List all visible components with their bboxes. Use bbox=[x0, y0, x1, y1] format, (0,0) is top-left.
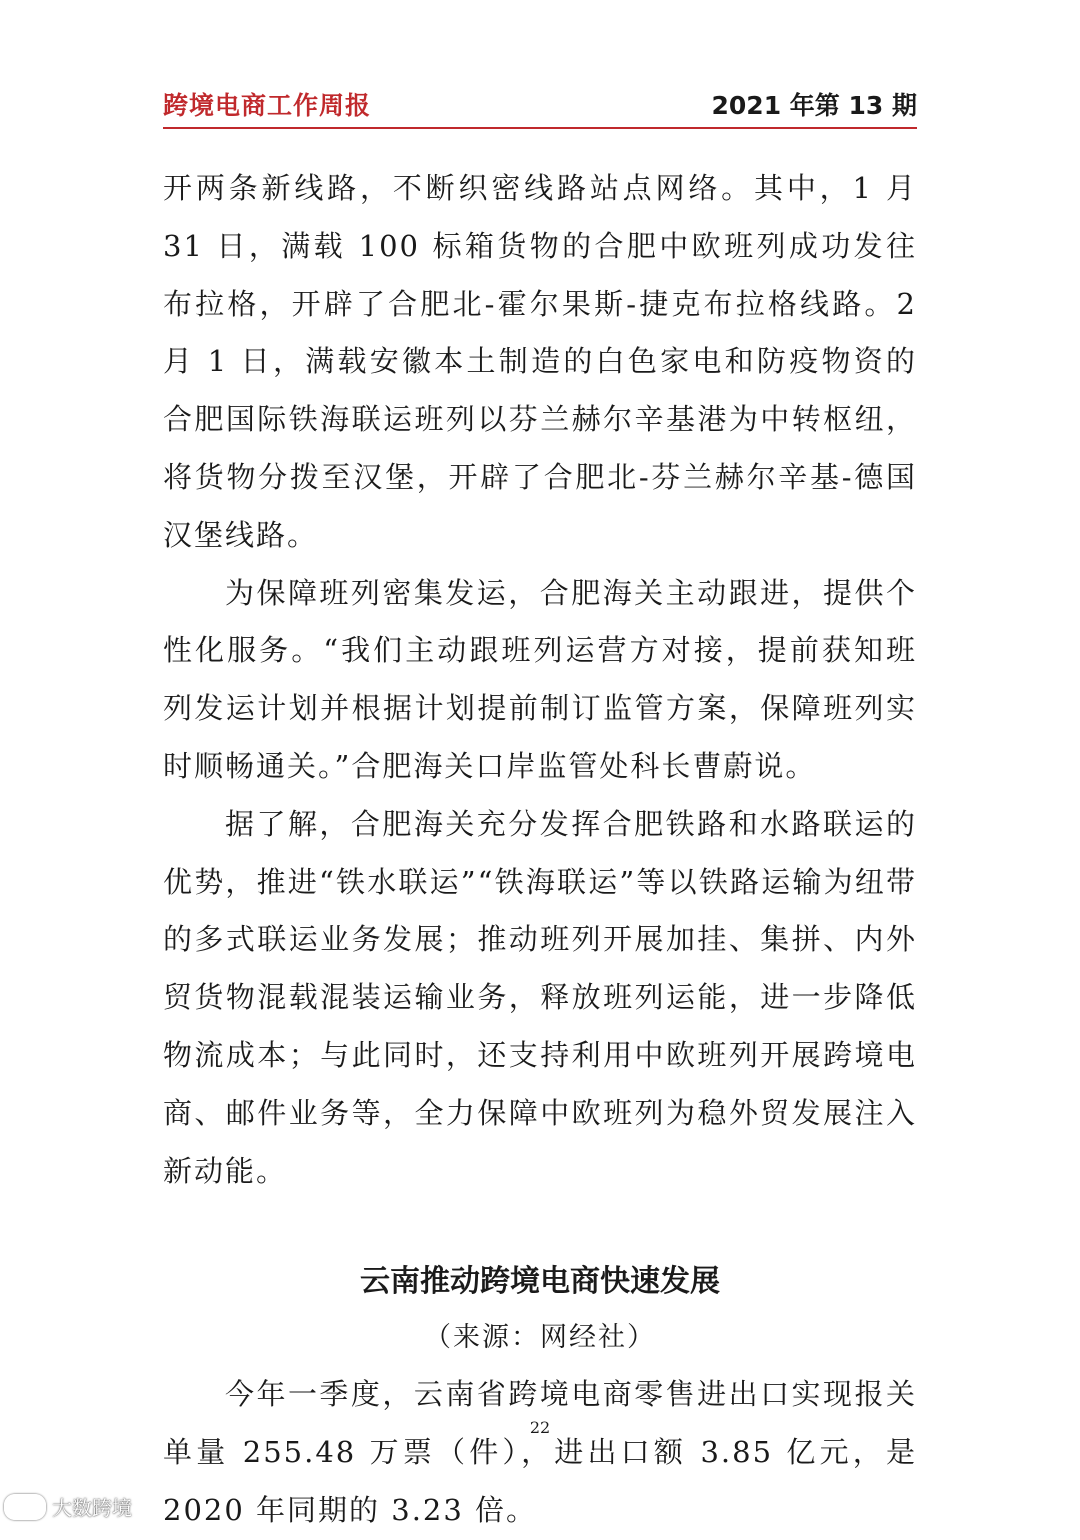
body-paragraph-2: 为保障班列密集发运，合肥海关主动跟进，提供个性化服务。“我们主动跟班列运营方对接，提前获知班列发运计划并根据计划提前制订监管方案，保障班列实时顺畅通关。”合肥海关口岸监管处科长曹蔚说。 bbox=[163, 575, 917, 783]
header-divider bbox=[163, 127, 917, 129]
body-paragraph-1: 开两条新线路，不断织密线路站点网络。其中，1 月 31 日，满载 100 标箱货物的合肥中欧班列成功发往布拉格，开辟了合肥北-霍尔果斯-捷克布拉格线路。2月 1 日，满载安徽本土制造的白色家电和防疫物资的合肥国际铁海联运班列以芬兰赫尔辛基港为中转枢纽，将货物分拨至汉堡，开辟了合肥北-芬兰赫尔辛基-德国汉堡线路。 bbox=[163, 171, 917, 552]
page-number: 22 bbox=[529, 1418, 551, 1437]
watermark-text: 大数跨境 bbox=[52, 1496, 132, 1520]
watermark bbox=[4, 1492, 132, 1521]
article-title: 云南推动跨境电商快速发展 bbox=[360, 1264, 720, 1300]
cloud-logo-icon bbox=[4, 1494, 46, 1520]
page-content bbox=[163, 160, 917, 1540]
article-source: （来源：网经社） bbox=[424, 1322, 656, 1354]
body-paragraph-3: 据了解，合肥海关充分发挥合肥铁路和水路联运的优势，推进“铁水联运”“铁海联运”等以铁路运输为纽带的多式联运业务发展；推动班列开展加挂、集拼、内外贸货物混载混装运输业务，释放班列运能，进一步降低物流成本；与此同时，还支持利用中欧班列开展跨境电商、邮件业务等，全力保障中欧班列为稳外贸发展注入新动能。 bbox=[163, 806, 917, 1188]
publication-title: 跨境电商工作周报 bbox=[163, 91, 372, 120]
article-body-paragraph: 今年一季度，云南省跨境电商零售进出口实现报关单量 255.48 万票（件），进出口额 3.85 亿元，是 2020 年同期的 3.23 倍。 bbox=[163, 1377, 917, 1527]
issue-number: 2021 年第 13 期 bbox=[711, 91, 917, 120]
page-header bbox=[163, 78, 917, 122]
